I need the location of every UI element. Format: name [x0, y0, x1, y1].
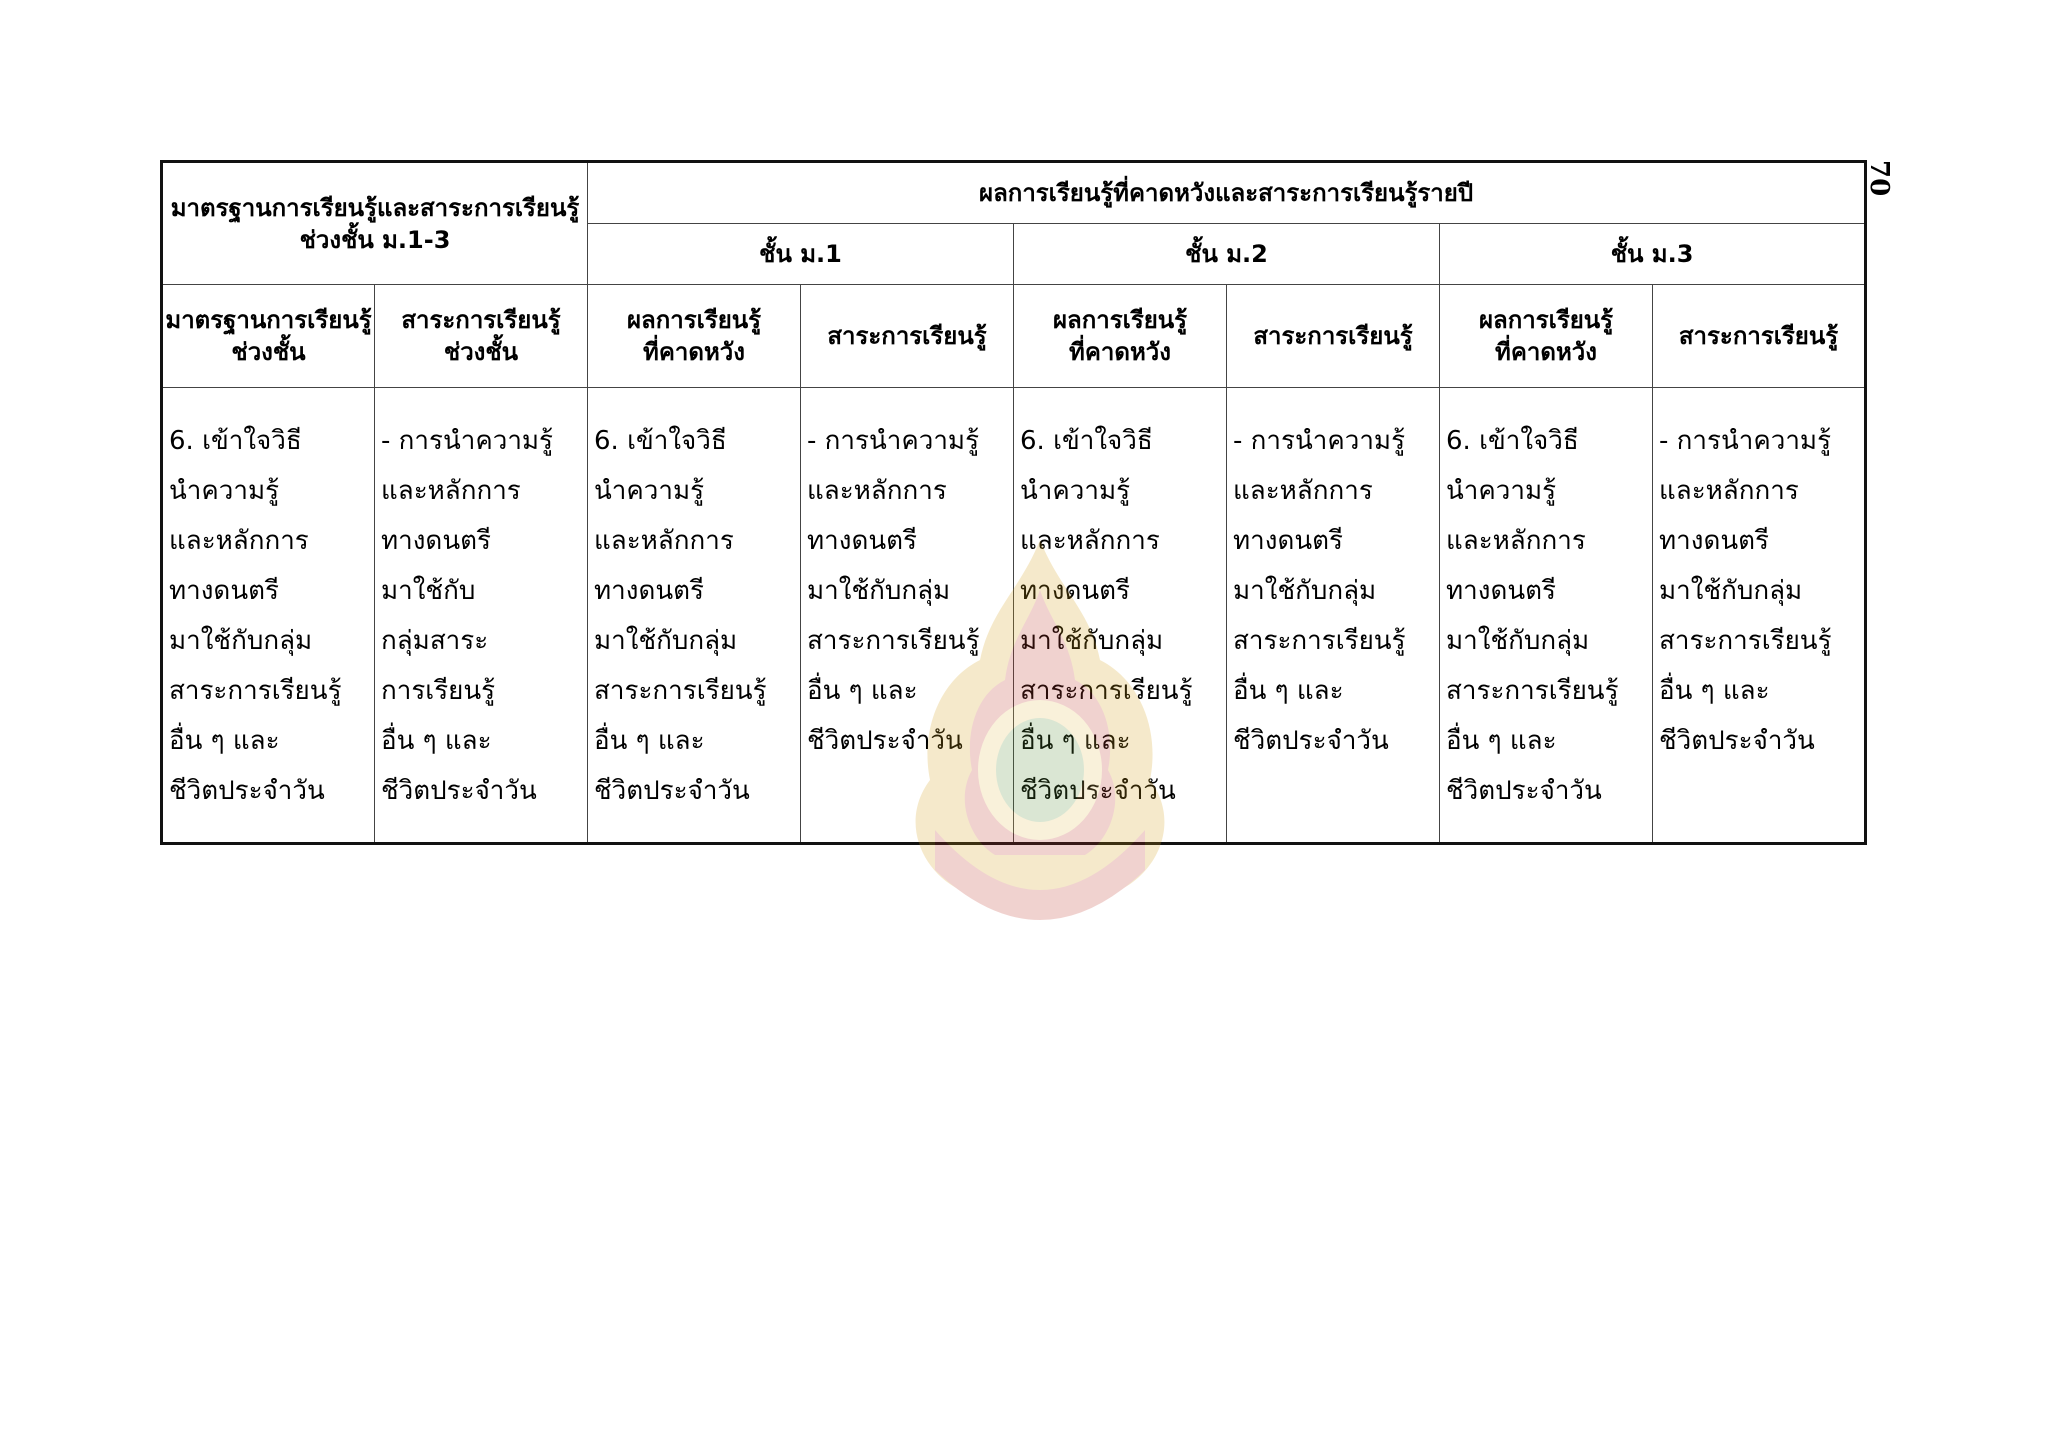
- subheader-standard: มาตรฐานการเรียนรู้ ช่วงชั้น: [162, 285, 375, 388]
- subheader-m2-outcome: ผลการเรียนรู้ ที่คาดหวัง: [1014, 285, 1227, 388]
- cell-content-range-text: - การนำความรู้ และหลักการ ทางดนตรี มาใช้กับ กลุ่มสาระ การเรียนรู้ อื่น ๆ และ ชีวิตประจำวัน: [381, 426, 554, 806]
- subheader-m2-content: สาระการเรียนรู้: [1227, 285, 1440, 388]
- curriculum-table: [160, 160, 1867, 845]
- subheader-m3-content: สาระการเรียนรู้: [1653, 285, 1866, 388]
- subheader-m3-outcome: ผลการเรียนรู้ ที่คาดหวัง: [1440, 285, 1653, 388]
- cell-m1-outcome: [588, 388, 801, 844]
- cell-m1-content: [801, 388, 1014, 844]
- cell-m2-outcome: [1014, 388, 1227, 844]
- table-row: [162, 388, 1866, 844]
- cell-standard-text: 6. เข้าใจวิธี นำความรู้ และหลักการ ทางดนตรี มาใช้กับกลุ่ม สาระการเรียนรู้ อื่น ๆ และ ชีวิตประจำวัน: [169, 426, 342, 806]
- cell-content-range: [375, 388, 588, 844]
- header-grade-m1: ชั้น ม.1: [588, 224, 1014, 285]
- subheader-m1-content: สาระการเรียนรู้: [801, 285, 1014, 388]
- page-number: 70: [1864, 160, 1894, 197]
- cell-m2-content-text: - การนำความรู้ และหลักการ ทางดนตรี มาใช้กับกลุ่ม สาระการเรียนรู้ อื่น ๆ และ ชีวิตประจำวัน: [1233, 426, 1406, 756]
- cell-m3-content: [1653, 388, 1866, 844]
- header-grade-m2: ชั้น ม.2: [1014, 224, 1440, 285]
- cell-m3-content-text: - การนำความรู้ และหลักการ ทางดนตรี มาใช้กับกลุ่ม สาระการเรียนรู้ อื่น ๆ และ ชีวิตประจำวัน: [1659, 426, 1832, 756]
- cell-m1-outcome-text: 6. เข้าใจวิธี นำความรู้ และหลักการ ทางดนตรี มาใช้กับกลุ่ม สาระการเรียนรู้ อื่น ๆ และ ชีวิตประจำวัน: [594, 426, 767, 806]
- cell-m1-content-text: - การนำความรู้ และหลักการ ทางดนตรี มาใช้กับกลุ่ม สาระการเรียนรู้ อื่น ๆ และ ชีวิตประจำวัน: [807, 426, 980, 756]
- cell-m2-content: [1227, 388, 1440, 844]
- subheader-m1-outcome: ผลการเรียนรู้ ที่คาดหวัง: [588, 285, 801, 388]
- cell-standard: [162, 388, 375, 844]
- header-grade-m3: ชั้น ม.3: [1440, 224, 1866, 285]
- header-annual-group: ผลการเรียนรู้ที่คาดหวังและสาระการเรียนรู้รายปี: [588, 162, 1866, 224]
- cell-m2-outcome-text: 6. เข้าใจวิธี นำความรู้ และหลักการ ทางดนตรี มาใช้กับกลุ่ม สาระการเรียนรู้ อื่น ๆ และ ชีวิตประจำวัน: [1020, 426, 1193, 806]
- cell-m3-outcome-text: 6. เข้าใจวิธี นำความรู้ และหลักการ ทางดนตรี มาใช้กับกลุ่ม สาระการเรียนรู้ อื่น ๆ และ ชีวิตประจำวัน: [1446, 426, 1619, 806]
- cell-m3-outcome: [1440, 388, 1653, 844]
- subheader-content-range: สาระการเรียนรู้ ช่วงชั้น: [375, 285, 588, 388]
- header-standards-group: มาตรฐานการเรียนรู้และสาระการเรียนรู้ ช่วงชั้น ม.1-3: [162, 162, 588, 285]
